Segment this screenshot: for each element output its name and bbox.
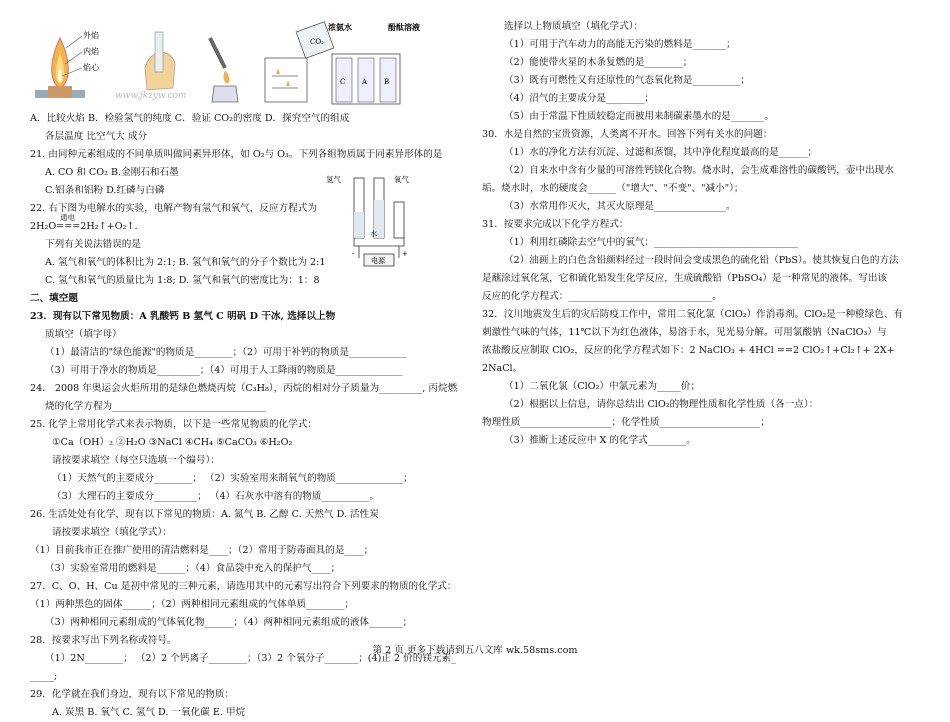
q29-blank-3: （3）既有可燃性又有还原性的气态氧化物是__________； [504, 75, 750, 86]
q22-opt-ab: A. 氢气和氧气的体积比为 2:1; B. 氢气和氧气的分子个数比为 2:1 [45, 257, 326, 268]
q31-blank-2: 反应的化学方程式：______________________________。 [482, 291, 722, 302]
jar-letter-b: B [384, 78, 390, 86]
q29-options: A. 炭黑 B. 氧气 C. 氢气 D. 一氧化碳 E. 甲烷 [52, 707, 246, 718]
q29-prompt: 选择以上物质填空（填化学式）： [504, 21, 644, 32]
q32-blank-3: （3）推断上述反应中 X 的化学式________。 [504, 435, 696, 446]
q26-blank-1: （1）目前我市正在推广使用的清洁燃料是____；（2）常用于防毒面具的是____； [30, 545, 374, 556]
q25-formulas: ①Ca（OH）₂ ②H₂O ③NaCl ④CH₄ ⑤CaCO₃ ⑥H₂O₂ [52, 437, 293, 448]
q22-condition: 通电 [60, 213, 75, 222]
q30: 30．水是自然的宝贵资源，人类离不开水。回答下列有关水的问题： [482, 129, 773, 140]
q31-part-2: （2）油画上的白色含铅颜料经过一段时间会变成黑色的硫化铅（PbS）。使其恢复白色的方法 [504, 255, 899, 266]
section-fill-blank: 二、填空题 [30, 293, 78, 304]
q32-cont-1: 刺激性气味的气体，11℃以下为红色液体，易溶于水，见光易分解。可用氯酸钠（NaClO₃）与 [482, 327, 887, 338]
left-column [30, 18, 470, 722]
q21-opt-cd: C.铝条和铝粉 D.红磷与白磷 [45, 185, 165, 196]
flame-layers-figure [30, 18, 125, 110]
q26-prompt: 请按要求填空（填化学式）： [52, 527, 172, 538]
jar-letter-a: A [362, 78, 368, 86]
q29: 29．化学就在我们身边，现有以下常见的物质： [30, 689, 235, 700]
q23-blank-2: （3）可用于净水的物质是_________；（4）可用于人工降雨的物质是______________ [45, 365, 403, 376]
q27-blank-2: （3）两种相同元素组成的气体氧化物______；（4）两种相同元素组成的液体_______； [45, 617, 413, 628]
power-label: 电源 [371, 257, 385, 265]
q29-blank-2: （2）能使带火星的木条复燃的是________； [504, 57, 693, 68]
h2-label: 氢气 [326, 175, 341, 184]
jar-letter-c: C [340, 78, 346, 86]
q21: 21. 由同种元素组成的不同单质叫做同素异形体，如 O₂与 O₃。下列各组物质属于同素异形体的是 [30, 149, 443, 160]
q27: 27．C、O、H、Cu 是初中常见的三种元素，请选用其中的元素写出符合下列要求的物质的化学式： [30, 581, 457, 592]
alcohol-lamp-figure [200, 18, 255, 110]
q30-blank-2-cont: 垢。烧水时，水的硬度会______（"增大"、"不变"、"减小"）； [482, 183, 744, 194]
q22-equation-text: 2H₂O===2H₂↑+O₂↑. [30, 221, 138, 232]
q24-cont: 烧的化学方程为________________________________ [45, 401, 266, 412]
ammonia-jar-figure [328, 18, 423, 110]
q26-blank-2: （3）实验室常用的燃料是______；（4）食品袋中充入的保护气____； [45, 563, 341, 574]
q25-prompt: 请按要求填空（每空只选填一个编号）： [52, 455, 220, 466]
q26: 26. 生活处处有化学，现有以下常见的物质：A. 氮气 B. 乙醇 C. 天然气 D. 活性炭 [30, 509, 379, 520]
q21-opt-ab: A. CO 和 CO₂ B.金刚石和石墨 [45, 167, 179, 178]
q24: 24． 2008 年奥运会火炬所用的是绿色燃烧丙烷（C₃H₈），丙烷的相对分子质量为_________, 丙烷燃 [30, 383, 458, 394]
q32-blank-2: （2）根据以上信息，请你总结出 ClO₂的物理性质和化学性质（各一点）： [504, 399, 819, 410]
flame-label-inner: 焰心 [83, 63, 99, 72]
q22: 22. 右下图为电解水的实验，电解产物有氢气和氧气，反应方程式为 [30, 203, 317, 214]
q28-blanks: （1）2N________； （2）2 个钙离子________；（3）2 个氧分子_______；(4)正 2 价的镁元素_ [45, 653, 456, 664]
q25-blank-1: （1）天然气的主要成分________； （2）实验室用来制氧气的物质______________； [52, 473, 413, 484]
page-footer: 第 2 页 更多下载请到五八文库 wk.58sms.com [372, 645, 578, 656]
water-label: 水 [370, 230, 377, 238]
q29-blank-5: （5）由于常温下性质较稳定而被用来制碳素墨水的是_______。 [504, 111, 774, 122]
q20-options-cont: 各层温度 比空气大 成分 [45, 131, 148, 142]
flame-label-middle: 内焰 [83, 47, 99, 56]
minus-sign: - [352, 250, 355, 258]
jar-label-phenolphthalein: 酚酞溶液 [388, 22, 420, 32]
q32: 32．汶川地震发生后的灾后防疫工作中，常用二氧化氯（ClO₂）作消毒剂。ClO₂是一种橙绿色、有 [482, 309, 904, 320]
q30-blank-1: （1）水的净化方法有沉淀、过滤和蒸馏，其中净化程度最高的是______； [504, 147, 818, 158]
electrolysis-figure [318, 172, 438, 272]
q29-blank-4: （4）沼气的主要成分是________； [504, 93, 655, 104]
q32-cont-2: 浓盐酸反应制取 ClO₂，反应的化学方程式如下：2 NaClO₃ + 4HCl ==2 ClO₂↑+Cl₂↑+ 2X+ [482, 345, 895, 356]
q27-blank-1: （1）两种黑色的固体______；（2）两种相同元素组成的气体单质________； [30, 599, 355, 610]
q23-blank-1: （1）最清洁的"绿色能源"的物质是________；（2）可用于补钙的物质是____________ [45, 347, 407, 358]
q20-options: A．比较火焰 B．检验氢气的纯度 C．验证 CO₂的密度 D．探究空气的组成 [30, 113, 350, 124]
q32-blank-1: （1）二氧化氯（ClO₂）中氯元素为_____价； [504, 381, 701, 392]
q30-blank-2: （2）自来水中含有少量的可溶性钙镁化合物。烧水时，会生成难溶性的碳酸钙，壶中出现水 [504, 165, 894, 176]
q32-properties: 物理性质___________________；化学性质_____________________； [482, 417, 770, 428]
co2-label: CO₂ [310, 38, 324, 46]
q23: 23．现有以下常见物质：A 乳酸钙 B 氢气 C 明矾 D 干冰, 选择以上物 [30, 311, 336, 322]
flame-label-outer: 外焰 [83, 31, 99, 40]
q23-cont: 质填空（填字母） [45, 329, 122, 340]
q31-part-2-cont: 是蘸涂过氧化氢，它和硫化铅发生化学反应，生成硫酸铅（PbSO₄）是一种常见的液体。写出该 [482, 273, 888, 284]
q25-blank-2: （3）大理石的主要成分_________； （4）石灰水中溶有的物质__________。 [52, 491, 380, 502]
q25: 25. 化学上常用化学式来表示物质，以下是一些常见物质的化学式： [30, 419, 317, 430]
q32-cont-3: 2NaCl。 [482, 363, 523, 374]
q30-blank-3: （3）水常用作灭火，其灭火原理是_______________。 [504, 201, 736, 212]
o2-label: 氧气 [394, 175, 409, 184]
q28: 28．按要求写出下列名称或符号。 [30, 635, 177, 646]
hydrogen-purity-figure [115, 18, 195, 110]
watermark: www.jkzyw.com [115, 91, 187, 101]
q22-opt-cd: C. 氢气和氧气的质量比为 1:8; D. 氢气和氧气的密度比为：1：8 [45, 275, 320, 286]
q28-cont: _____; [30, 671, 58, 682]
q22-prompt: 下列有关说法错误的是 [45, 239, 141, 250]
experiment-figures [30, 18, 470, 110]
right-column [482, 18, 922, 450]
jar-label-ammonia: 浓氨水 [328, 22, 352, 32]
q31: 31．按要求完成以下化学方程式： [482, 219, 629, 230]
q29-blank-1: （1）可用于汽车动力的高能无污染的燃料是_______； [504, 39, 736, 50]
q31-blank-1: （1）利用红磷除去空气中的氧气：______________________________ [504, 237, 798, 248]
plus-sign: + [402, 250, 408, 258]
